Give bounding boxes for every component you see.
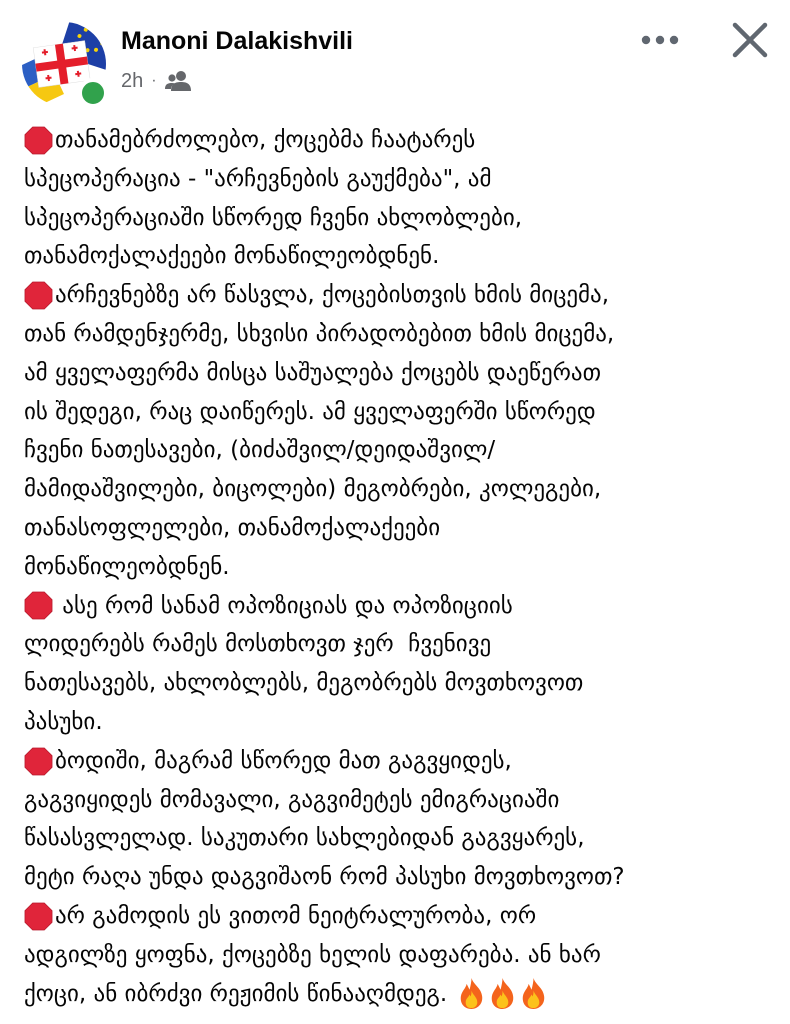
post-line-text: ლიდერებს რამეს მოსთხოვთ ჯერ ჩვენივე [24, 631, 492, 658]
post-line [24, 781, 776, 820]
fire-icon [488, 977, 517, 1010]
more-options-icon [640, 35, 680, 45]
online-status-indicator [78, 78, 108, 108]
post-line-text: სპეცოპერაცია - "არჩევნების გაუქმება", ამ [24, 165, 492, 192]
friends-icon[interactable] [165, 70, 191, 92]
post-line-text: ჩვენი ნათესავები, (ბიძაშვილ/დეიდაშვილ/ [24, 437, 496, 464]
stop-sign-icon [24, 747, 53, 776]
post-line [24, 276, 776, 315]
post-line-text: თანამოქალაქეები მონაწილეობდნენ. [24, 243, 440, 270]
more-options-button[interactable] [632, 18, 688, 62]
post-line [24, 315, 776, 354]
post-line-text: ამ ყველაფერმა მისცა საშუალება ქოცებს დაეწერათ [24, 359, 602, 386]
close-icon [732, 22, 768, 58]
post-line-text: ადგილზე ყოფნა, ქოცებზე ხელის დაფარება. ან ხარ [24, 941, 601, 968]
post-line-text: წასასვლელად. საკუთარი სახლებიდან გაგვყარეს, [24, 825, 585, 852]
post-line-text: სპეცოპერაციაში სწორედ ჩვენი ახლობლები, [24, 204, 523, 231]
stop-sign-icon [24, 281, 53, 310]
post-line [24, 470, 776, 509]
post-line [24, 975, 776, 1014]
stop-sign-icon [24, 126, 53, 155]
post-line [24, 625, 776, 664]
fire-icon [519, 977, 548, 1010]
stop-sign-icon [24, 591, 53, 620]
post-line [24, 431, 776, 470]
post-text [24, 121, 776, 1013]
post-line [24, 160, 776, 199]
post-line [24, 703, 776, 742]
post-line-text: თან რამდენჯერმე, სხვისი პირადობებით ხმის მიცემა, [24, 320, 615, 347]
post-meta [121, 66, 191, 96]
post-line-text: მამიდაშვილები, ბიცოლები) მეგობრები, კოლეგები, [24, 476, 602, 503]
post-header [0, 0, 790, 118]
post-line-text: არჩევნებზე არ წასვლა, ქოცებისთვის ხმის მიცემა, [55, 282, 610, 309]
post-line [24, 664, 776, 703]
post-line [24, 393, 776, 432]
post-line [24, 858, 776, 897]
post-line-text: თანასოფლელები, თანამოქალაქეები [24, 514, 441, 541]
post-line [24, 587, 776, 626]
post-line-text: ბოდიში, მაგრამ სწორედ მათ გაგვყიდეს, [55, 747, 512, 774]
post-line-text: ნათესავებს, ახლობლებს, მეგობრებს მოვთხოვოთ [24, 670, 584, 697]
close-button[interactable] [724, 14, 776, 66]
post-line [24, 509, 776, 548]
post-line [24, 121, 776, 160]
post-line-text: მეტი რაღა უნდა დაგვიშაონ რომ პასუხი მოვთხოვოთ? [24, 864, 625, 891]
post-line [24, 897, 776, 936]
author-name[interactable]: Manoni Dalakishvili [121, 27, 354, 55]
post-timestamp[interactable]: 2h [121, 69, 144, 92]
post-line-text: პასუხი. [24, 708, 103, 735]
stop-sign-icon [24, 902, 53, 931]
post-line [24, 548, 776, 587]
post-line [24, 819, 776, 858]
post-line-text: ის შედეგი, რაც დაიწერეს. ამ ყველაფერში სწორედ [24, 398, 596, 425]
post-line-text: თანამებრძოლებო, ქოცებმა ჩაატარეს [55, 127, 476, 153]
post-line [24, 936, 776, 975]
meta-separator: · [151, 72, 157, 89]
post-line-text: ასე რომ სანამ ოპოზიციას და ოპოზიციის [55, 592, 513, 619]
post-line-text: მონაწილეობდნენ. [24, 553, 230, 580]
fire-icon [457, 977, 486, 1010]
post-line [24, 354, 776, 393]
post-line [24, 742, 776, 781]
post-line-text: გაგვიყიდეს მომავალი, გაგვიმეტეს ემიგრაციაში [24, 786, 560, 813]
post-line [24, 237, 776, 276]
post-line-text: არ გამოდის ეს ვითომ ნეიტრალურობა, ორ [55, 902, 537, 929]
post-line [24, 199, 776, 238]
post-line-text: ქოცი, ან იბრძვი რეჟიმის წინააღმდეგ. [24, 980, 455, 1007]
